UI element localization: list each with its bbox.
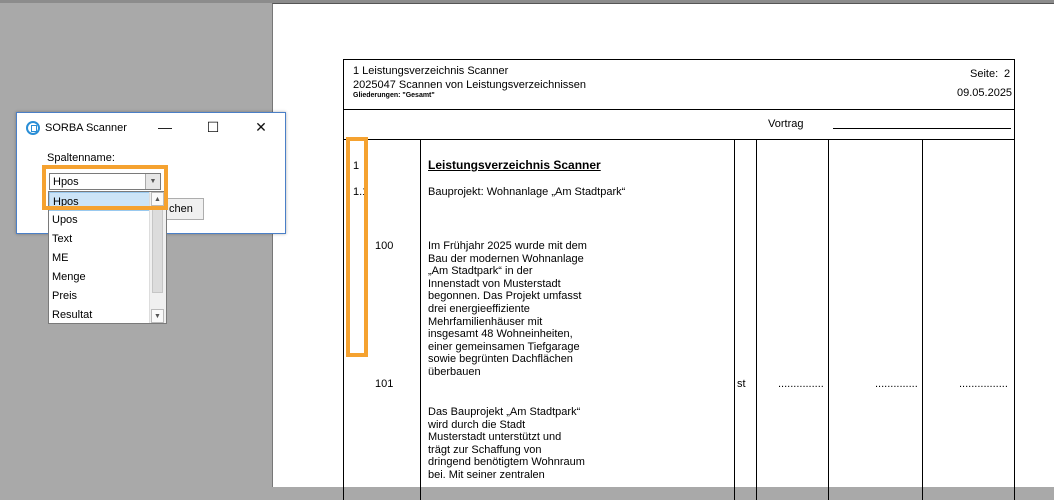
scrollbar-thumb[interactable]	[152, 207, 163, 293]
minimize-button[interactable]: —	[158, 119, 172, 135]
document-table	[343, 59, 1015, 500]
scroll-up-icon[interactable]: ▲	[151, 192, 164, 206]
dropdown-option-menge[interactable]: Menge	[52, 271, 86, 283]
row1-number: 1	[353, 160, 360, 172]
column-name-label: Spaltenname:	[47, 152, 115, 164]
dialog-title: SORBA Scanner	[45, 122, 127, 134]
row5-text: Das Bauprojekt „Am Stadtpark“ wird durch die Stadt Musterstadt unterstützt und trägt zur Schaffung von dringend benötigtem Wohnraum bei. Mit seiner zentralen	[428, 406, 585, 481]
scroll-down-icon[interactable]: ▼	[151, 309, 164, 323]
row4-total-dots: ................	[959, 378, 1008, 390]
vortrag-line	[833, 128, 1011, 129]
dropdown-option-hpos[interactable]: Hpos	[49, 192, 151, 211]
maximize-button[interactable]: ☐	[206, 119, 220, 135]
col-divider-3	[756, 140, 757, 500]
chevron-down-icon[interactable]: ▼	[145, 174, 160, 189]
header-title: 1 Leistungsverzeichnis Scanner	[353, 65, 509, 77]
col-divider-5	[922, 140, 923, 500]
dropdown-option-preis[interactable]: Preis	[52, 290, 78, 302]
dropdown-option-upos[interactable]: Upos	[52, 214, 78, 226]
dropdown-option-me[interactable]: ME	[52, 252, 69, 264]
row2-text: Bauprojekt: Wohnanlage „Am Stadtpark“	[428, 186, 626, 198]
highlight-position-column	[346, 137, 368, 357]
dropdown-scrollbar[interactable]	[149, 192, 166, 323]
header-project: 2025047 Scannen von Leistungsverzeichnissen	[353, 79, 586, 91]
row2-number: 1.1	[353, 186, 369, 198]
col-divider-1	[420, 140, 421, 500]
dropdown-option-text[interactable]: Text	[52, 233, 73, 245]
row4-number: 101	[375, 378, 394, 390]
dropdown-option-resultat[interactable]: Resultat	[52, 309, 93, 321]
column-name-dropdown-list[interactable]	[48, 191, 167, 324]
column-header-divider	[344, 139, 1014, 140]
row3-text: Im Frühjahr 2025 wurde mit dem Bau der modernen Wohnanlage „Am Stadtpark“ in der Innenstadt von Musterstadt begonnen. Das Projekt umfasst drei energieeffiziente Mehrfamilienhäuser mit insgesamt 48 Wohneinheiten, einer gemeinsamen Tiefgarage sowie begrünten Dachflächen überbauen	[428, 240, 587, 378]
close-button[interactable]: ✕	[255, 119, 267, 135]
col-divider-2	[734, 140, 735, 500]
header-gliederung: Gliederungen: "Gesamt"	[353, 92, 435, 99]
row4-quantity-dots: ...............	[778, 378, 824, 390]
page-label: Seite:	[970, 68, 999, 80]
header-divider	[344, 109, 1014, 110]
column-name-value: Hpos	[53, 176, 79, 188]
vortrag-label: Vortrag	[768, 118, 804, 130]
row3-number: 100	[375, 240, 394, 252]
row1-heading: Leistungsverzeichnis Scanner	[428, 158, 601, 172]
row4-unit: st	[737, 378, 746, 390]
search-button[interactable]: chen	[166, 198, 204, 220]
document-date: 09.05.2025	[957, 87, 1013, 99]
sorba-app-icon	[26, 121, 40, 135]
page-number: 2	[1004, 68, 1011, 80]
row4-price-dots: ..............	[875, 378, 918, 390]
highlight-selected-option	[42, 165, 168, 210]
col-divider-4	[828, 140, 829, 500]
